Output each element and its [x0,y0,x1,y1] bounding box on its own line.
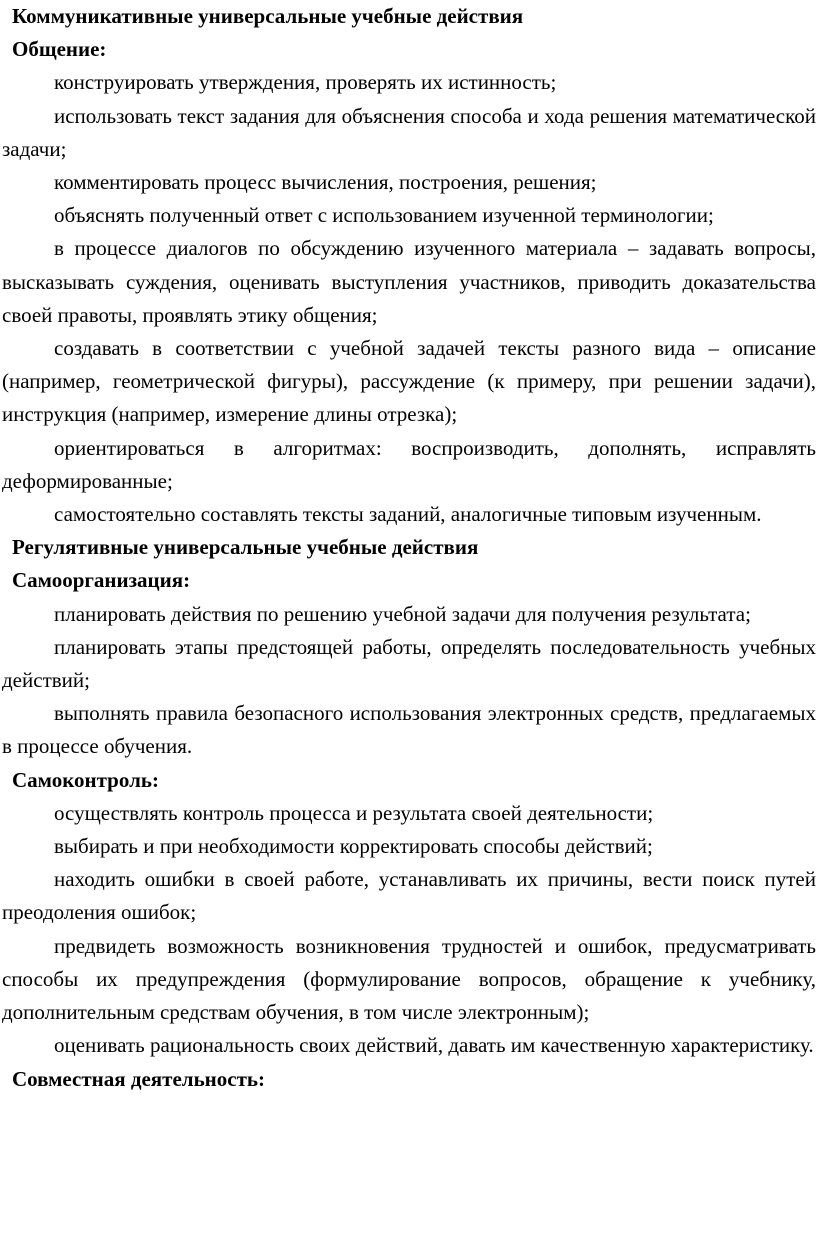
section-heading-communicative: Коммуникативные универсальные учебные действия [12,4,524,28]
paragraph: выполнять правила безопасного использования электронных средств, предлагаемых в процессе обучения. [2,701,816,759]
paragraph: планировать этапы предстоящей работы, определять последовательность учебных действий; [2,634,816,693]
paragraph: использовать текст задания для объяснения способа и хода решения математической задачи; [2,103,816,161]
paragraph: выбирать и при необходимости корректировать способы действий; [54,834,653,859]
paragraph: предвидеть возможность возникновения трудностей и ошибок, предусматривать способы их предупреждения (формулирование вопросов, обращение к учебнику, дополнительным средствам обучения, в том числе электронным); [2,933,816,1025]
paragraph: комментировать процесс вычисления, построения, решения; [54,170,597,195]
paragraph: создавать в соответствии с учебной задачей тексты разного вида – описание (например, геометрической фигуры), рассуждение (к примеру, при решении задачи), инструкция (например, измерение длины отрезка); [2,336,816,427]
paragraph: находить ошибки в своей работе, устанавливать их причины, вести поиск путей преодоления ошибок; [2,867,816,925]
paragraph: самостоятельно составлять тексты заданий, аналогичные типовым изученным. [54,502,762,527]
subheading-self-control: Самоконтроль: [12,767,159,792]
paragraph: осуществлять контроль процесса и результата своей деятельности; [54,800,654,825]
subheading-communication: Общение: [12,37,107,62]
paragraph: конструировать утверждения, проверять их истинность; [54,70,557,95]
subheading-self-organization: Самоорганизация: [12,568,191,593]
paragraph: ориентироваться в алгоритмах: воспроизводить, дополнять, исправлять деформированные; [2,435,816,493]
paragraph: в процессе диалогов по обсуждению изученного материала – задавать вопросы, высказывать суждения, оценивать выступления участников, приводить доказательства своей правоты, проявлять этику общения; [2,236,816,327]
subheading-joint-activity: Совместная деятельность: [12,1066,266,1091]
section-heading-regulative: Регулятивные универсальные учебные действия [12,535,479,560]
paragraph: оценивать рациональность своих действий, давать им качественную характеристику. [54,1033,814,1058]
paragraph: планировать действия по решению учебной задачи для получения результата; [54,601,751,626]
paragraph: объяснять полученный ответ с использованием изученной терминологии; [54,203,714,228]
